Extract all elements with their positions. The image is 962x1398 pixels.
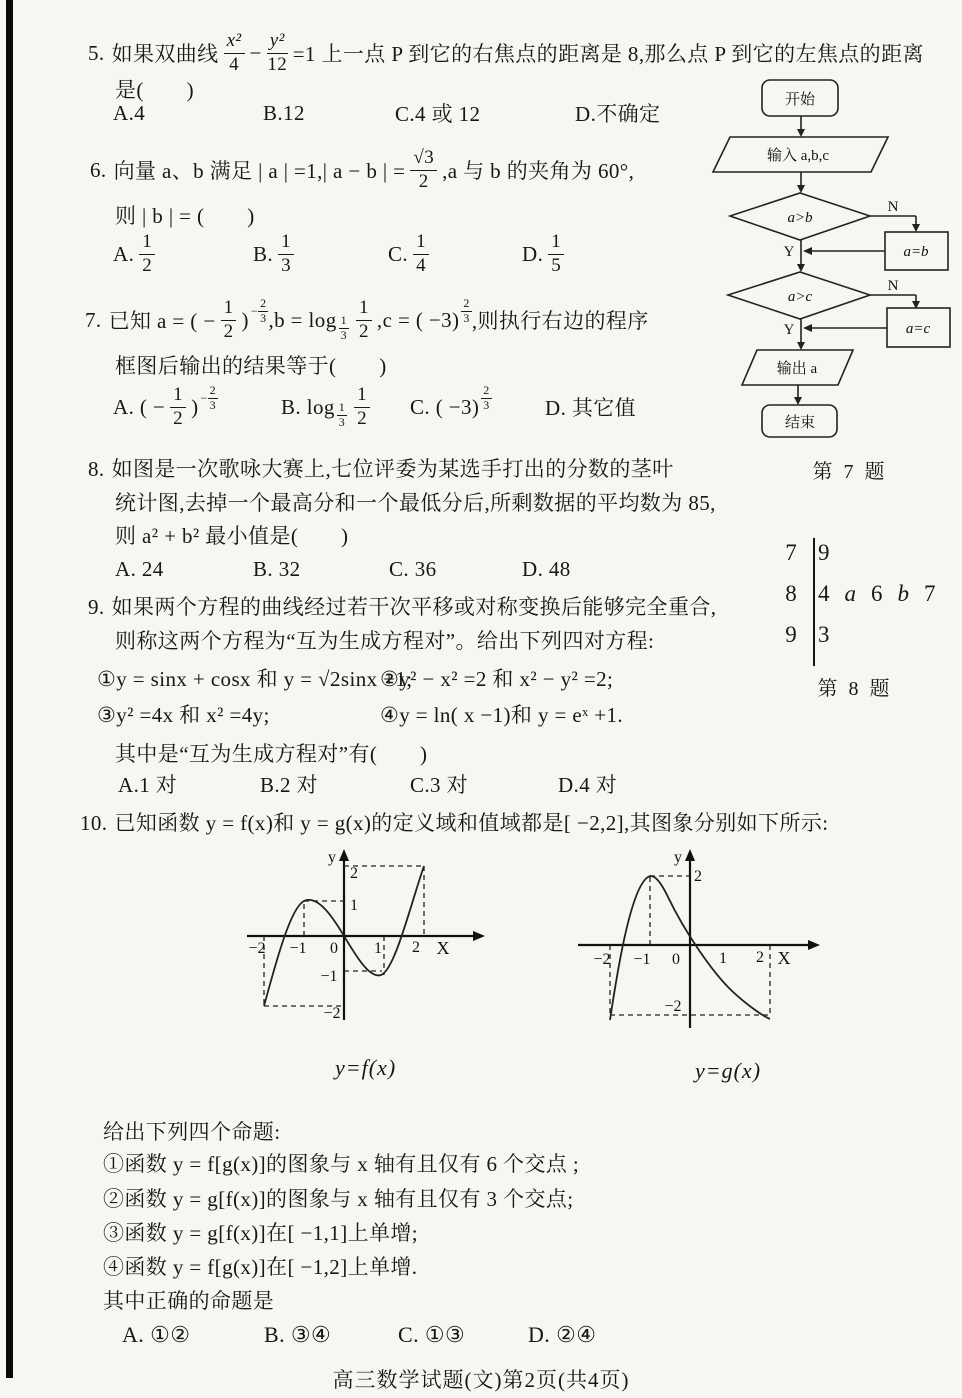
stem-leaf-row: 7 9 <box>785 540 830 565</box>
q10-number: 10. <box>80 811 108 835</box>
q7-option-b: B. log 1 3 $\frac{1}{2}$ <box>281 380 375 434</box>
q10-option-c: C. ①③ <box>398 1322 466 1347</box>
q10-proposition-4: ④函数 y = f[g(x)]在[ −1,2]上单增. <box>103 1255 418 1279</box>
q9-line1: 9. 如果两个方程的曲线经过若干次平移或对称变换后能够完全重合, <box>88 595 717 619</box>
flowchart-no-1: N <box>887 199 899 215</box>
q9-option-c: C.3 对 <box>410 773 469 797</box>
q6-number: 6. <box>90 157 107 182</box>
g-origin: 0 <box>672 951 680 968</box>
q10-outro: 其中正确的命题是 <box>103 1289 275 1313</box>
graph-f-caption: y=f(x) <box>335 1055 397 1080</box>
q10-proposition-2: ②函数 y = g[f(x)]的图象与 x 轴有且仅有 3 个交点; <box>103 1187 574 1211</box>
q6-option-d: D. $\frac{1}{5}$ <box>522 228 569 280</box>
f-xtick-2: 2 <box>412 939 420 956</box>
q10-line1: 10. 已知函数 y = f(x)和 y = g(x)的定义域和值域都是[ −2,2],其图象分别如下所示: <box>80 811 829 835</box>
q10-proposition-3: ③函数 y = g[f(x)]在[ −1,1]上单增; <box>103 1221 419 1245</box>
g-xtick-2: 2 <box>756 949 764 966</box>
g-xtick-m1: −1 <box>633 951 651 968</box>
q7-line2: 框图后输出的结果等于( ) <box>115 354 387 378</box>
q7-option-d: D. 其它值 <box>545 396 637 420</box>
q10-options <box>0 1320 962 1350</box>
q5-fraction-1: $\frac{\text{x²}}{4}$ <box>224 30 245 76</box>
q9-number: 9. <box>88 595 105 619</box>
q9-option-d: D.4 对 <box>558 773 618 797</box>
q5-line2: 是( ) <box>115 78 194 102</box>
q10-intro: 给出下列四个命题: <box>103 1120 281 1144</box>
q6-line2: 则 | b | = ( ) <box>115 204 255 228</box>
q5-option-d: D.不确定 <box>575 102 661 126</box>
q7-seg2: ) <box>241 307 249 332</box>
flowchart-output-label: 输出 a <box>776 361 818 377</box>
f-xtick-1: 1 <box>374 940 382 957</box>
q8-number: 8. <box>88 457 105 481</box>
stem-leaf-row: 9 3 <box>785 622 830 647</box>
q6-option-a: A. $\frac{1}{2}$ <box>113 228 160 280</box>
q6-text-pre: 向量 a、b 满足 | a | =1,| a − b | = <box>113 159 406 183</box>
q7-seg3: ,b = log <box>268 307 337 332</box>
q9-pair-3: ③y² =4x 和 x² =4y; <box>97 703 270 727</box>
f-ytick-1: 1 <box>350 897 358 914</box>
flowchart-input-label: 输入 a,b,c <box>766 148 830 164</box>
q5-text-post: =1 上一点 P 到它的右焦点的距离是 8,那么点 P 到它的左焦点的距离 <box>292 42 924 66</box>
stem-leaf-row: 8 4 a 6 b 7 <box>785 581 936 606</box>
q7-number: 7. <box>85 307 102 332</box>
q6-line1 <box>90 142 634 198</box>
q10-option-b: B. ③④ <box>264 1322 332 1347</box>
q7-seg1: 已知 a = ( − <box>108 309 216 333</box>
g-x-axis-label: X <box>777 948 791 968</box>
q9-pair-2: ②y² − x² =2 和 x² − y² =2; <box>380 667 614 691</box>
q8-line2: 统计图,去掉一个最高分和一个最低分后,所剩数据的平均数为 85, <box>115 491 716 515</box>
q9-line3: 其中是“互为生成方程对”有( ) <box>115 742 428 766</box>
graph-g-caption: y=g(x) <box>695 1058 762 1083</box>
flowchart-set2-label: a=c <box>905 321 931 337</box>
graph-f <box>235 848 505 1053</box>
f-ytick-m2: −2 <box>323 1005 341 1022</box>
q9-pair-row2 <box>97 699 947 729</box>
flowchart-yes-1: Y <box>783 244 795 260</box>
q7-log-base: 1 3 <box>340 313 348 342</box>
q7-line1 <box>85 292 649 348</box>
q7-exponent-1: − $\frac{2}{3}$ <box>250 296 267 325</box>
q10-proposition-1: ①函数 y = f[g(x)]的图象与 x 轴有且仅有 6 个交点 ; <box>103 1152 580 1176</box>
q6-fraction: $\frac{√3}{2}$ <box>410 147 437 193</box>
q8-option-b: B. 32 <box>253 556 301 581</box>
q7-seg5: ,则执行右边的程序 <box>471 309 649 333</box>
q9-pair-4: ④y = ln( x −1)和 y = eˣ +1. <box>380 703 624 727</box>
g-y-axis-label: y <box>674 849 682 866</box>
q9-option-a: A.1 对 <box>118 773 178 797</box>
stem-leaf-caption: 第 8 题 <box>817 678 893 700</box>
q7-fraction-2: $\frac{1}{2}$ <box>356 297 372 343</box>
q7-fraction-1: $\frac{1}{2}$ <box>221 297 237 343</box>
q9-pair-1: ①y = sinx + cosx 和 y = √2sinx +1; <box>97 667 413 691</box>
graph-g <box>558 848 843 1053</box>
q7-option-c: C. ( −3) 2 3 <box>410 383 490 419</box>
q6-option-c: C. $\frac{1}{4}$ <box>388 228 434 280</box>
f-xtick-m2: −2 <box>248 940 266 957</box>
q5-option-c: C.4 或 12 <box>395 102 481 126</box>
q5-option-b: B.12 <box>263 100 305 125</box>
flowchart-start-label: 开始 <box>784 92 816 108</box>
flowchart-caption: 第 7 题 <box>812 461 888 483</box>
flowchart-q7 <box>700 72 960 444</box>
g-ytick-m2: −2 <box>664 998 682 1015</box>
f-y-axis-label: y <box>328 849 336 866</box>
flowchart-set1-label: a=b <box>903 244 929 260</box>
q5-number: 5. <box>88 40 105 65</box>
page-footer: 高三数学试题(文)第2页(共4页) <box>332 1368 630 1392</box>
q7-option-a: A. ( − $\frac{1}{2}$ ) − $\frac{2}{3}$ <box>113 383 217 429</box>
g-xtick-1: 1 <box>719 950 727 967</box>
q6-option-b: B. $\frac{1}{3}$ <box>253 228 299 280</box>
f-xtick-m1: −1 <box>289 940 307 957</box>
f-origin: 0 <box>330 940 338 957</box>
f-ytick-2: 2 <box>350 865 358 882</box>
g-ytick-2: 2 <box>694 868 702 885</box>
q8-line3: 则 a² + b² 最小值是( ) <box>115 524 349 548</box>
q5-option-a: A.4 <box>113 100 146 125</box>
q5-text-pre: 如果双曲线 <box>111 42 219 66</box>
q6-text-post: ,a 与 b 的夹角为 60°, <box>442 159 635 183</box>
q9-options <box>0 771 962 797</box>
stem-leaf-plot <box>779 540 949 670</box>
flowchart-no-2: N <box>887 278 899 294</box>
q9-line2: 则称这两个方程为“互为生成方程对”。给出下列四对方程: <box>115 629 655 653</box>
q8-option-d: D. 48 <box>522 556 571 581</box>
g-xtick-m2: −2 <box>593 951 611 968</box>
q5-fraction-2: $\frac{\text{y²}}{12}$ <box>267 30 288 75</box>
flowchart-yes-2: Y <box>783 322 795 338</box>
q8-option-a: A. 24 <box>115 556 164 581</box>
f-x-axis-label: X <box>436 938 450 958</box>
q10-option-d: D. ②④ <box>528 1322 597 1347</box>
q9-option-b: B.2 对 <box>260 773 319 797</box>
q7-seg4: ,c = ( −3) <box>376 307 460 332</box>
q10-option-a: A. ①② <box>122 1322 191 1347</box>
q8-option-c: C. 36 <box>389 556 437 581</box>
page-binding-edge <box>6 0 13 1378</box>
q9-pair-row1 <box>97 663 947 693</box>
q7-exponent-2: 2 3 <box>463 296 470 325</box>
q5-minus: − <box>249 40 262 65</box>
flowchart-cond2-label: a>c <box>787 289 813 305</box>
q8-line1: 8. 如图是一次歌咏大赛上,七位评委为某选手打出的分数的茎叶 <box>88 457 674 481</box>
flowchart-end-label: 结束 <box>784 415 816 431</box>
flowchart-cond1-label: a>b <box>787 210 813 226</box>
f-ytick-m1: −1 <box>320 968 338 985</box>
